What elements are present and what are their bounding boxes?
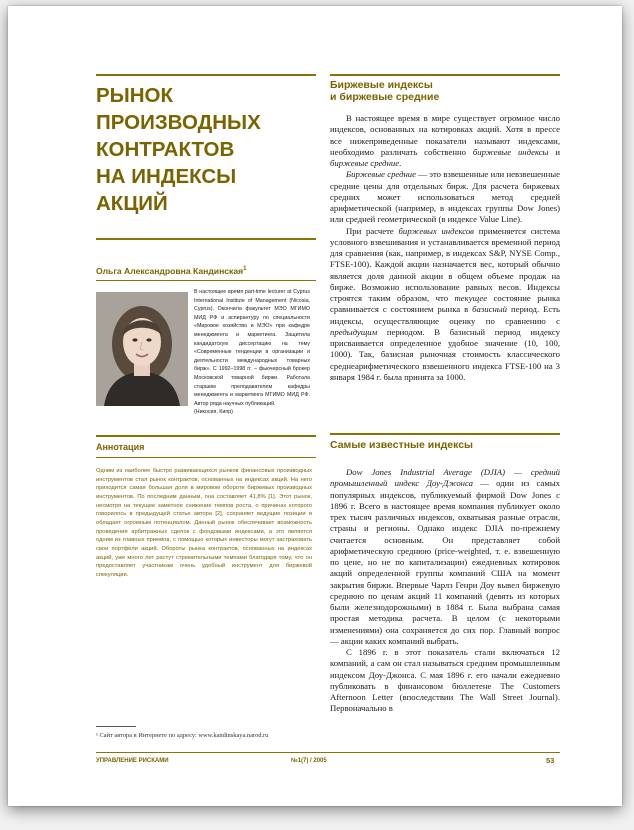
paragraph: При расчете биржевых индексов применяется система условного взвешивания и устанавливается временной период для сравнения (как, например, в индексах S&P, NYSE Comp., FTSE-100). Каждой акции назначается вес, который обычно является доля данной акции в общем объеме продаж на бирже. Возможно использование равных весов. Индексы строятся таким образом, что текущее состояние рынка сравнивается с состоянием рынка в базисный период. Есть индексы, осуществляющие оценку по сравнению с предыдущим периодом. В базисный период индексу присваивается определенное удобное значение (10, 100, 1000). Так, базисная рыночная стоимость классического среднеарифметического взвешенного индекса FTSE-100 на 3 января 1984 г. была принята за 1000.	[330, 225, 561, 382]
page-number: 53	[546, 756, 555, 765]
journal-name: УПРАВЛЕНИЕ РИСКАМИ	[96, 758, 169, 764]
paragraph: С 1896 г. в этот показатель стали включаться 12 компаний, а сам он стал называться средним промышленным индексом Доу-Джонса. С мая 1896 г. его начали ежедневно публиковать в финансовом бюллетене The Customers Afternoon Letter (впоследствии The Wall Street Journal). Первоначально в	[330, 647, 560, 714]
author-rule	[96, 280, 316, 281]
article-title	[96, 82, 306, 217]
title-line: КОНТРАКТОВ	[96, 138, 235, 161]
footnote-rule	[96, 726, 136, 727]
annotation-top-rule	[96, 435, 316, 437]
section2-body	[330, 467, 560, 715]
section2-heading: Самые известные индексы	[330, 439, 474, 451]
author-location: (Никосия, Кипр)	[194, 409, 233, 416]
title-bottom-rule	[96, 238, 316, 240]
author-name: Ольга Александровна Кандинская$^1$	[96, 266, 247, 276]
title-line: НА ИНДЕКСЫ	[96, 165, 237, 188]
annotation-text: Одним из наиболее быстро развивающихся рынков финансовых производных инструментов стал рынок контрактов, основанных на индексах акций. На него приходится самая большая доля в мировом обороте биржевых производных инструментов. По последним данным, она составляет 41,8% [1]. Этот рынок, несмотря на текущее заметное снижение темпов роста, о причинах которого говорилось в предыдущей статье автора [2], сохраняет ведущие позиции и обладает огромным потенциалом. Данный рынок обеспечивает возможность проведения арбитражных сделок с фондовыми индексами, а это является одним из главных приемов, с помощью которых инвесторы могут застраховать свои портфели акций. Обороты рынка контрактов, основанных на индексах акций, уже много лет растут стремительными темпами благодаря тому, что он предоставляет участникам очень удобный инструмент для биржевой спекуляции.	[96, 468, 312, 578]
title-line: АКЦИЙ	[96, 192, 168, 215]
footnote: ¹ Сайт автора в Интернете по адресу: www.kandinskaya.narod.ru	[96, 732, 269, 739]
paragraph: В настоящее время в мире существует огромное число индексов, основанных на котировках акций. Хотя в прессе все нижеприведенные показатели называют индексами, необходимо различать собственно биржевые индексы и биржевые средние.	[330, 113, 560, 168]
footnote-mark: 1	[243, 266, 247, 273]
paragraph: Dow Jones Industrial Average (DJIA) — средний промышленный индекс Доу-Джонса — один из самых популярных индексов, публикуемый фирмой Dow Jones с 1896 г. Всего в настоящее время компания публикует около трех тысяч различных индексов, охватывая разные отрасли, страны и регионы. Однако индекс DJIA по-прежнему считается основным. Он представляет собой арифметическую среднюю (price-weighted, т. е. взвешенную по цене, но не по капитализации) ежедневных котировок акций определенной группы компаний США на момент закрытия биржи. Впервые Чарлз Генри Доу вывел биржевую среднюю по ценам акций 11 компаний (девять из которых были железнодорожными) в 1884 г. Была выбрана самая простая методика расчета. В целом (с некоторыми изменениями) она сохраняется до сих пор. Главный вопрос — акции каких компаний выбрать.	[330, 467, 560, 646]
author-portrait-image	[96, 292, 188, 406]
paragraph: Биржевые средние — это взвешенные или невзвешенные средние цены для отдельных бирж. Для расчета биржевых средних может использоваться метод средней арифметической (например, в индексах группы Dow Jones) или средней геометрической (в индексе Value Line).	[330, 169, 560, 225]
section1-body	[330, 113, 560, 383]
section1-heading: Биржевые индексы и биржевые средние	[330, 79, 440, 103]
title-line: ПРОИЗВОДНЫХ	[96, 111, 261, 134]
author-bio: В настоящее время part-time lecturer at Cyprus International Institute of Management (Nicosia, Cyprus). Окончила факультет МЭО МГИМО МИД РФ и аспирантуру по специальности «Мировое хозяйство и МЭО» при кафедре менеджмента и маркетинга. Защитила кандидатскую диссертацию на тему «Современные тенденции в организации и деятельности международных товарных бирж». С 1992–1998 гг. – фьючерсный брокер Московской товарной биржи. Работала старшим преподавателем кафедры менеджмента и маркетинга МГИМО МИД РФ. Автор ряда научных публикаций. (Никосия, Кипр)	[194, 289, 310, 416]
annotation-heading-rule	[96, 457, 316, 458]
author-photo	[96, 292, 188, 406]
section1-top-rule	[330, 74, 560, 76]
journal-page	[8, 6, 622, 806]
title-top-rule	[96, 74, 316, 76]
issue-number: №1(7) / 2005	[291, 758, 327, 764]
footer-rule	[96, 752, 560, 753]
annotation-heading: Аннотация	[96, 442, 145, 452]
title-line: РЫНОК	[96, 84, 174, 107]
section2-top-rule	[330, 433, 560, 435]
